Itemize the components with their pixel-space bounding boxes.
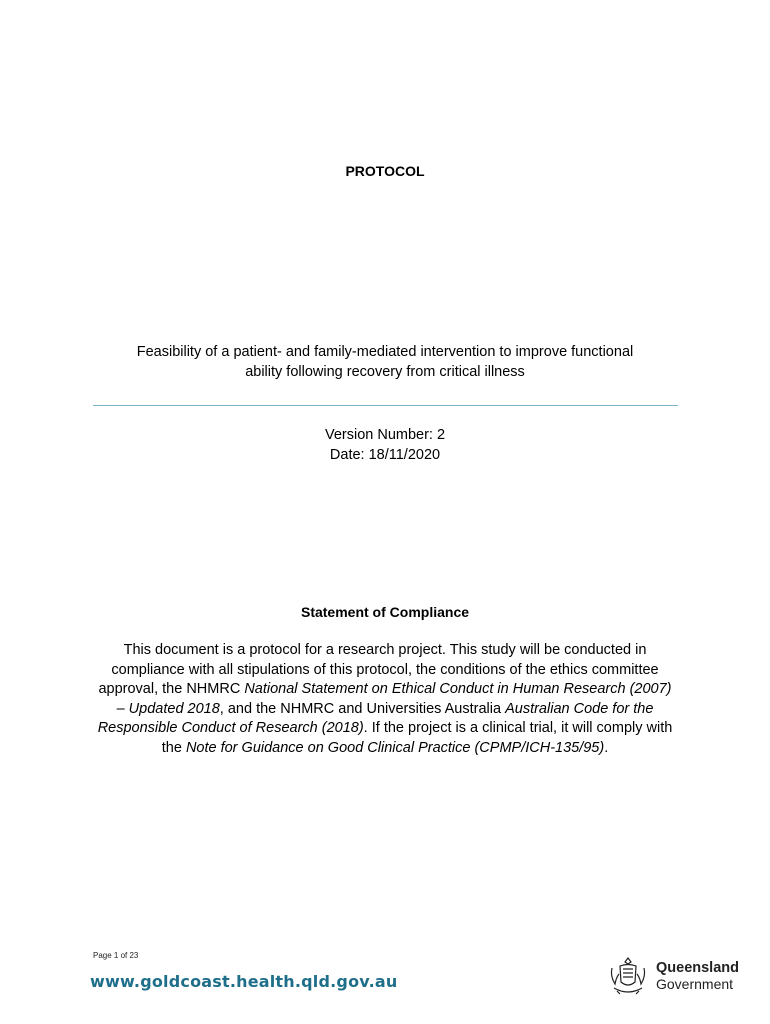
compliance-heading: Statement of Compliance (300, 604, 470, 620)
compliance-text-3: . If the project is a clinical trial, it will comply with the (161, 720, 673, 756)
compliance-statement (95, 641, 675, 758)
logo-text-queensland: Queensland (656, 960, 739, 976)
logo-wordmark (656, 960, 739, 992)
coat-of-arms-icon (606, 954, 650, 998)
footer-url-link[interactable]: www.goldcoast.health.qld.gov.au (90, 972, 398, 991)
version-date: Date: 18/11/2020 (329, 447, 441, 463)
title-line-1: Feasibility of a patient- and family-mediated intervention to improve functional (136, 344, 634, 360)
compliance-citation-1: National Statement on Ethical Conduct in Human Research (2007) – Updated 2018 (116, 681, 672, 717)
version-info (0, 425, 770, 465)
compliance-text-4: . (604, 739, 609, 756)
version-number: Version Number: 2 (324, 427, 446, 443)
page-number: Page 1 of 23 (93, 951, 139, 960)
document-title (100, 342, 670, 382)
document-heading: PROTOCOL (345, 163, 425, 179)
title-line-2: ability following recovery from critical illness (245, 364, 525, 380)
compliance-citation-2: Australian Code for the Responsible Conduct of Research (2018) (97, 700, 654, 736)
compliance-text-2: , and the NHMRC and Universities Australia (219, 700, 506, 717)
compliance-text-1: This document is a protocol for a research project. This study will be conducted in compliance with all stipulations of this protocol, the conditions of the ethics committee approval, the NHMRC (98, 642, 659, 697)
compliance-citation-3: Note for Guidance on Good Clinical Practice (CPMP/ICH-135/95) (185, 739, 605, 756)
logo-text-government: Government (656, 976, 734, 992)
title-divider (93, 405, 678, 406)
queensland-government-logo (606, 954, 746, 998)
